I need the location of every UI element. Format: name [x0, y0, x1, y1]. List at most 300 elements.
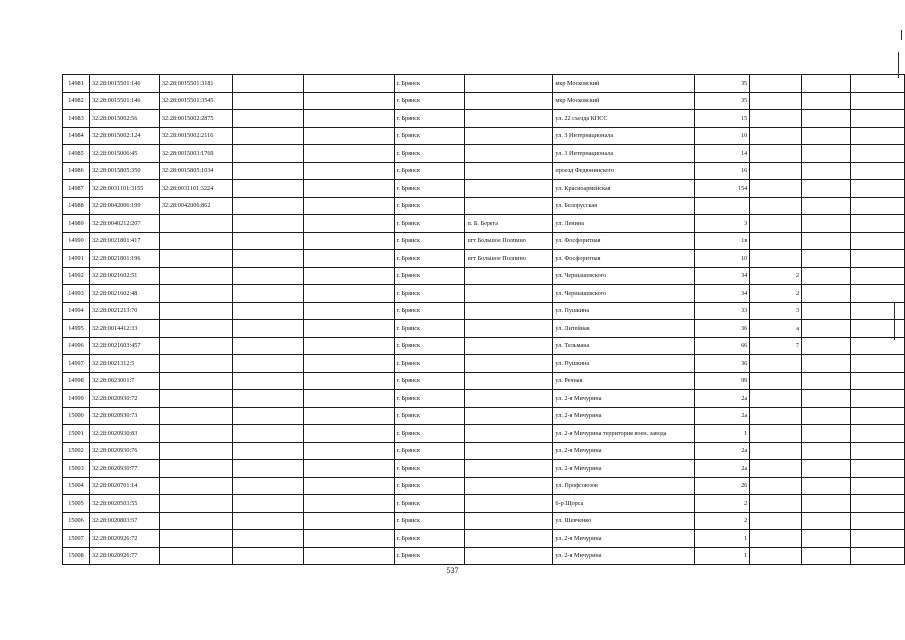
table-row [63, 547, 905, 565]
cell-city: г. Брянск [394, 547, 465, 565]
cell-cadastral-number: 32:28:0021603:457 [89, 337, 159, 355]
cell-number: 15002 [63, 442, 90, 460]
cell-city: г. Брянск [394, 460, 465, 478]
cell-extra: 2 [750, 267, 802, 285]
cell-empty [303, 512, 394, 530]
cell-empty [303, 127, 394, 145]
cell-locality [465, 75, 553, 93]
table-row [63, 337, 905, 355]
cell-extra [750, 477, 802, 495]
cell-empty [303, 250, 394, 268]
cell-empty [303, 302, 394, 320]
cell-empty [303, 372, 394, 390]
cell-number: 14994 [63, 302, 90, 320]
cell-city: г. Брянск [394, 215, 465, 233]
cell-number: 14998 [63, 372, 90, 390]
cell-city: г. Брянск [394, 145, 465, 163]
cell-cadastral-number: 32:28:0015501:146 [89, 92, 159, 110]
cell-empty [802, 442, 851, 460]
cell-number: 15007 [63, 530, 90, 548]
cell-locality: пгт Большое Полпино [465, 250, 553, 268]
cell-house: 14 [695, 145, 750, 163]
table-row [63, 145, 905, 163]
cell-locality [465, 477, 553, 495]
cell-number: 15006 [63, 512, 90, 530]
cell-extra [750, 372, 802, 390]
cell-city: г. Брянск [394, 512, 465, 530]
cell-empty [851, 372, 905, 390]
cell-cadastral-number: 32:28:0015002:124 [89, 127, 159, 145]
table-row [63, 407, 905, 425]
cell-street: ул. Красноармейская [553, 180, 695, 198]
cell-street: ул. 3 Интернационала [553, 127, 695, 145]
cell-cadastral-number: 32:28:0031101:3155 [89, 180, 159, 198]
cell-empty [232, 232, 303, 250]
cell-number: 14981 [63, 75, 90, 93]
cell-number: 14992 [63, 267, 90, 285]
cell-empty [303, 477, 394, 495]
cell-extra [750, 547, 802, 565]
table-row [63, 162, 905, 180]
cell-empty [303, 390, 394, 408]
cell-empty [851, 250, 905, 268]
cell-object-cadastral-number: 32:28:0015003:1769 [159, 145, 232, 163]
cell-locality [465, 547, 553, 565]
cell-empty [303, 110, 394, 128]
cell-street: ул. Фосфоритная [553, 232, 695, 250]
cell-extra [750, 232, 802, 250]
cell-house: 2а [695, 407, 750, 425]
cell-empty [851, 390, 905, 408]
cell-empty [232, 320, 303, 338]
cell-city: г. Брянск [394, 250, 465, 268]
table-row [63, 285, 905, 303]
cell-empty [232, 285, 303, 303]
cell-city: г. Брянск [394, 197, 465, 215]
cell-street: мкр Московский [553, 92, 695, 110]
cell-street: б-р Щорса [553, 495, 695, 513]
table-row [63, 460, 905, 478]
cell-extra [750, 390, 802, 408]
cell-empty [802, 250, 851, 268]
cell-house: 34 [695, 267, 750, 285]
cell-street: ул. 2-я Мичурина территория воен. завода [553, 425, 695, 443]
cell-extra [750, 180, 802, 198]
cell-empty [802, 390, 851, 408]
cell-house: 36 [695, 355, 750, 373]
cell-house: 2 [695, 495, 750, 513]
cell-house: 99 [695, 372, 750, 390]
table-row [63, 320, 905, 338]
cell-street: ул. 2-я Мичурина [553, 390, 695, 408]
cell-empty [802, 355, 851, 373]
cell-empty [232, 302, 303, 320]
cell-empty [232, 530, 303, 548]
table-body [63, 75, 905, 565]
cell-cadastral-number: 32:28:0020930:77 [89, 460, 159, 478]
cell-cadastral-number: 32:28:0020930:83 [89, 425, 159, 443]
cell-empty [851, 442, 905, 460]
cell-empty [232, 407, 303, 425]
cell-number: 14990 [63, 232, 90, 250]
cell-city: г. Брянск [394, 267, 465, 285]
cell-number: 14984 [63, 127, 90, 145]
cell-house: 1 [695, 530, 750, 548]
cell-extra [750, 495, 802, 513]
cell-house: 34 [695, 285, 750, 303]
cell-empty [303, 442, 394, 460]
cell-empty [802, 477, 851, 495]
cell-empty [303, 197, 394, 215]
cell-extra [750, 512, 802, 530]
margin-mark-middle [894, 302, 895, 340]
cell-empty [232, 390, 303, 408]
cell-city: г. Брянск [394, 442, 465, 460]
margin-mark-upper [898, 52, 899, 78]
cell-object-cadastral-number [159, 547, 232, 565]
cell-empty [802, 320, 851, 338]
cell-extra: 2 [750, 285, 802, 303]
cell-street: ул. 2-я Мичурина [553, 547, 695, 565]
cell-house: 2 [695, 512, 750, 530]
cell-object-cadastral-number [159, 232, 232, 250]
cell-house: 3 [695, 215, 750, 233]
cell-house: 16 [695, 162, 750, 180]
cell-street: ул. Чернышевского [553, 267, 695, 285]
cell-empty [232, 372, 303, 390]
table-row [63, 215, 905, 233]
cell-city: г. Брянск [394, 407, 465, 425]
cell-object-cadastral-number: 32:28:0031101:3224 [159, 180, 232, 198]
cell-cadastral-number: 32:28:0021801:417 [89, 232, 159, 250]
cell-empty [232, 162, 303, 180]
cell-empty [232, 127, 303, 145]
cell-number: 15001 [63, 425, 90, 443]
cell-locality [465, 390, 553, 408]
cell-street: ул. Литейная [553, 320, 695, 338]
cell-street: ул. Белорусская [553, 197, 695, 215]
cell-locality [465, 110, 553, 128]
table-row [63, 442, 905, 460]
cell-city: г. Брянск [394, 477, 465, 495]
cell-number: 14995 [63, 320, 90, 338]
cell-house: 35 [695, 75, 750, 93]
cell-city: г. Брянск [394, 232, 465, 250]
cell-empty [303, 320, 394, 338]
cell-empty [232, 197, 303, 215]
cell-empty [303, 337, 394, 355]
cell-street: ул. Шевченко [553, 512, 695, 530]
cell-number: 14991 [63, 250, 90, 268]
cell-number: 15000 [63, 407, 90, 425]
cell-number: 15004 [63, 477, 90, 495]
cell-cadastral-number: 32:28:0042006:199 [89, 197, 159, 215]
cell-locality [465, 267, 553, 285]
cell-object-cadastral-number [159, 320, 232, 338]
table-row [63, 477, 905, 495]
cell-street: ул. Чернышевского [553, 285, 695, 303]
cell-locality [465, 127, 553, 145]
cell-empty [303, 232, 394, 250]
cell-cadastral-number: 32:28:0020803:57 [89, 512, 159, 530]
cell-cadastral-number: 32:28:0014412:33 [89, 320, 159, 338]
cell-extra [750, 530, 802, 548]
cell-object-cadastral-number: 32:28:0015002:2116 [159, 127, 232, 145]
cell-house: 2а [695, 390, 750, 408]
cell-empty [802, 495, 851, 513]
cell-empty [303, 75, 394, 93]
cell-object-cadastral-number: 32:28:0042006:862 [159, 197, 232, 215]
cell-empty [303, 530, 394, 548]
cell-city: г. Брянск [394, 302, 465, 320]
cell-street: ул. 2-я Мичурина [553, 530, 695, 548]
cell-empty [802, 75, 851, 93]
cell-extra [750, 407, 802, 425]
cell-street: ул. 2-я Мичурина [553, 407, 695, 425]
cell-empty [802, 425, 851, 443]
cell-empty [232, 442, 303, 460]
cell-empty [802, 127, 851, 145]
cell-number: 14996 [63, 337, 90, 355]
cell-house: 1в [695, 232, 750, 250]
cell-cadastral-number: 32:28:0020930:73 [89, 407, 159, 425]
cell-house: 1 [695, 547, 750, 565]
cell-empty [232, 477, 303, 495]
cell-number: 14986 [63, 162, 90, 180]
cell-city: г. Брянск [394, 75, 465, 93]
cell-empty [232, 180, 303, 198]
cell-extra [750, 355, 802, 373]
cell-empty [232, 110, 303, 128]
cell-street: ул. 22 съезда КПСС [553, 110, 695, 128]
cell-city: г. Брянск [394, 495, 465, 513]
cell-locality [465, 425, 553, 443]
cell-locality [465, 180, 553, 198]
cell-city: г. Брянск [394, 180, 465, 198]
cell-empty [232, 337, 303, 355]
cell-extra [750, 442, 802, 460]
cell-cadastral-number: 32:28:0015501:146 [89, 75, 159, 93]
cell-empty [802, 232, 851, 250]
cell-house: 154 [695, 180, 750, 198]
cell-empty [851, 197, 905, 215]
cell-cadastral-number: 32:28:0020701:14 [89, 477, 159, 495]
cell-extra [750, 92, 802, 110]
cell-house: 10 [695, 127, 750, 145]
cell-locality [465, 512, 553, 530]
cell-object-cadastral-number: 32:28:0015805:1034 [159, 162, 232, 180]
cell-house: 33 [695, 302, 750, 320]
cell-empty [232, 267, 303, 285]
cell-number: 14985 [63, 145, 90, 163]
cell-empty [232, 250, 303, 268]
table-row [63, 127, 905, 145]
cell-cadastral-number: 32:28:0015002:56 [89, 110, 159, 128]
cell-house: 1 [695, 425, 750, 443]
cell-street: ул. Пушкина [553, 355, 695, 373]
table-row [63, 110, 905, 128]
cell-empty [851, 355, 905, 373]
cell-empty [802, 92, 851, 110]
cell-cadastral-number: 32:28:0021602:51 [89, 267, 159, 285]
cell-empty [303, 267, 394, 285]
cell-object-cadastral-number: 32:28:0015501:3545 [159, 92, 232, 110]
cell-empty [802, 162, 851, 180]
cell-object-cadastral-number [159, 337, 232, 355]
table-row [63, 372, 905, 390]
cell-city: г. Брянск [394, 425, 465, 443]
cell-street: проезд Федюнинского [553, 162, 695, 180]
table-row [63, 232, 905, 250]
cell-empty [851, 180, 905, 198]
cell-extra: а [750, 320, 802, 338]
cell-empty [851, 302, 905, 320]
cell-city: г. Брянск [394, 92, 465, 110]
cell-empty [802, 110, 851, 128]
cell-empty [802, 180, 851, 198]
margin-mark-top [901, 30, 902, 40]
table-row [63, 425, 905, 443]
cell-city: г. Брянск [394, 127, 465, 145]
cell-number: 14993 [63, 285, 90, 303]
table-row [63, 267, 905, 285]
cell-object-cadastral-number [159, 460, 232, 478]
cell-object-cadastral-number [159, 372, 232, 390]
cell-number: 14987 [63, 180, 90, 198]
cell-empty [802, 197, 851, 215]
cell-street: ул. 3 Интернационала [553, 145, 695, 163]
cell-city: г. Брянск [394, 530, 465, 548]
cell-empty [303, 215, 394, 233]
cell-locality [465, 530, 553, 548]
cell-empty [802, 372, 851, 390]
cell-street: ул. Речная [553, 372, 695, 390]
cell-empty [851, 145, 905, 163]
cell-locality [465, 145, 553, 163]
cell-empty [851, 267, 905, 285]
cell-empty [232, 495, 303, 513]
cell-empty [802, 512, 851, 530]
cell-house: 2а [695, 460, 750, 478]
table-row [63, 250, 905, 268]
cell-empty [851, 530, 905, 548]
cell-empty [851, 215, 905, 233]
cell-street: ул. Пушкина [553, 302, 695, 320]
cell-empty [851, 477, 905, 495]
cell-number: 15005 [63, 495, 90, 513]
cell-empty [851, 127, 905, 145]
cell-house: 15 [695, 110, 750, 128]
table-row [63, 302, 905, 320]
cell-empty [802, 267, 851, 285]
cell-empty [851, 512, 905, 530]
cell-house: 66 [695, 337, 750, 355]
cell-locality [465, 407, 553, 425]
cell-empty [232, 460, 303, 478]
cell-city: г. Брянск [394, 110, 465, 128]
cell-cadastral-number: 32:28:0020930:76 [89, 442, 159, 460]
cell-empty [802, 460, 851, 478]
cell-empty [303, 285, 394, 303]
cell-city: г. Брянск [394, 390, 465, 408]
cell-extra [750, 250, 802, 268]
cell-extra: 3 [750, 302, 802, 320]
cell-cadastral-number: 32:28:0021213:70 [89, 302, 159, 320]
cell-city: г. Брянск [394, 355, 465, 373]
cell-locality [465, 442, 553, 460]
cell-object-cadastral-number [159, 285, 232, 303]
table-row [63, 495, 905, 513]
cell-extra [750, 215, 802, 233]
cell-cadastral-number: 32:28:0020926:72 [89, 530, 159, 548]
cell-empty [232, 512, 303, 530]
cell-empty [232, 425, 303, 443]
cell-house: 36 [695, 320, 750, 338]
cell-object-cadastral-number [159, 390, 232, 408]
cell-extra [750, 110, 802, 128]
cell-empty [851, 92, 905, 110]
cell-empty [851, 320, 905, 338]
cell-house: 35 [695, 92, 750, 110]
table-row [63, 512, 905, 530]
cell-empty [851, 285, 905, 303]
cell-empty [851, 162, 905, 180]
cell-empty [303, 547, 394, 565]
cell-empty [802, 407, 851, 425]
cell-extra [750, 162, 802, 180]
cell-object-cadastral-number [159, 355, 232, 373]
cell-object-cadastral-number [159, 407, 232, 425]
cell-number: 14997 [63, 355, 90, 373]
table-row [63, 197, 905, 215]
cell-city: г. Брянск [394, 372, 465, 390]
cell-empty [303, 145, 394, 163]
cell-object-cadastral-number [159, 250, 232, 268]
cell-cadastral-number: 32:28:0021801:196 [89, 250, 159, 268]
cell-number: 15008 [63, 547, 90, 565]
cell-empty [851, 547, 905, 565]
cell-house [695, 197, 750, 215]
cell-locality [465, 337, 553, 355]
cell-cadastral-number: 32:28:0021312:5 [89, 355, 159, 373]
cell-empty [851, 460, 905, 478]
cell-object-cadastral-number [159, 512, 232, 530]
cell-extra [750, 460, 802, 478]
cell-number: 15003 [63, 460, 90, 478]
cell-city: г. Брянск [394, 337, 465, 355]
cell-street: ул. Фосфоритная [553, 250, 695, 268]
cell-object-cadastral-number [159, 442, 232, 460]
cell-street: ул. Профсоюзов [553, 477, 695, 495]
table-row [63, 75, 905, 93]
cell-object-cadastral-number: 32:28:0015501:3181 [159, 75, 232, 93]
cadastral-registry-table [62, 74, 905, 565]
cell-locality [465, 285, 553, 303]
cell-street: ул. 2-я Мичурина [553, 442, 695, 460]
cell-empty [802, 285, 851, 303]
cell-city: г. Брянск [394, 320, 465, 338]
cell-number: 14989 [63, 215, 90, 233]
cell-street: ул. Ленина [553, 215, 695, 233]
cell-empty [303, 425, 394, 443]
cell-locality [465, 460, 553, 478]
cell-empty [303, 180, 394, 198]
cell-object-cadastral-number [159, 425, 232, 443]
cell-house: 2а [695, 442, 750, 460]
cell-object-cadastral-number [159, 477, 232, 495]
cell-cadastral-number: 32:28:0020503:55 [89, 495, 159, 513]
cell-extra [750, 75, 802, 93]
